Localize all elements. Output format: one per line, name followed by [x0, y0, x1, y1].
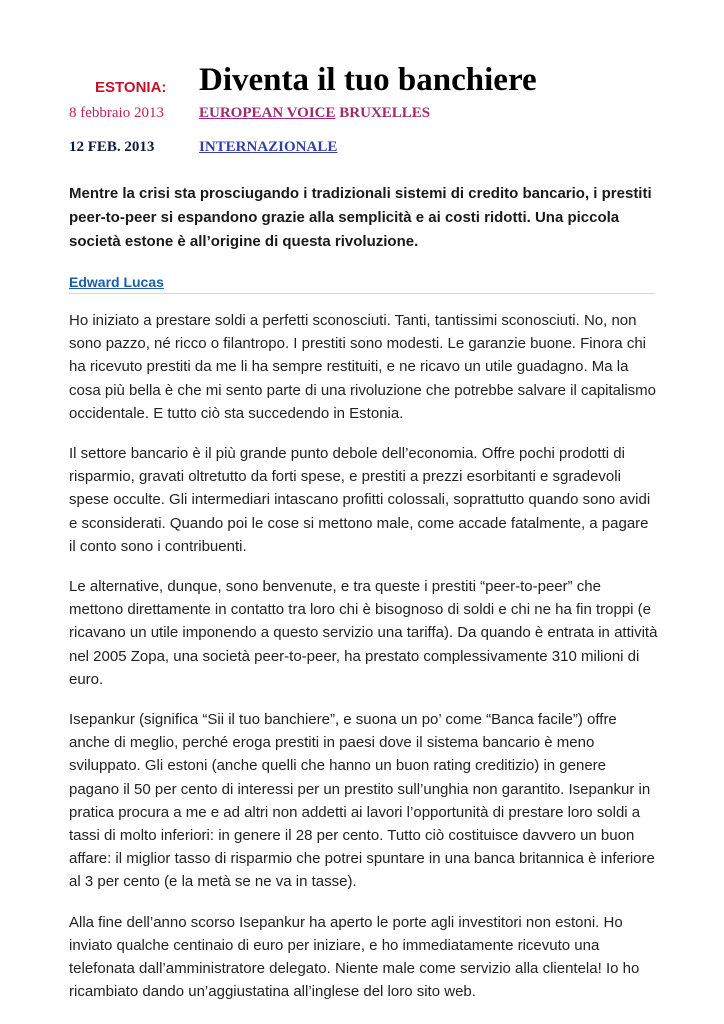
author-link[interactable]: Edward Lucas: [69, 274, 164, 290]
section-link[interactable]: INTERNAZIONALE: [199, 139, 338, 155]
body-paragraph: Ho iniziato a prestare soldi a perfetti sconosciuti. Tanti, tantissimi sconosciuti. No, non sono pazzo, né ricco o filantropo. I prestiti sono modesti. Le garanzie buone. Finora chi ha ricevuto prestiti da me li ha sempre restituiti, e ne ricavo un utile guadagno. Ma la cosa più bella è che mi sento parte di una rivoluzione che potrebbe salvare il capitalismo occidentale. E tutto ciò sta succedendo in Estonia.: [69, 312, 656, 422]
source-city: BRUXELLES: [339, 105, 431, 121]
body-paragraph: Alla fine dell’anno scorso Isepankur ha aperto le porte agli investitori non estoni. Ho inviato qualche centinaio di euro per iniziare, e ho immediatamente ricevuto una telefonata dall’amministratore delegato. Niente male come servizio alla clientela! Io ho ricambiato dando un’aggiustatina all’inglese del loro sito web.: [69, 913, 640, 1001]
article-title: Diventa il tuo banchiere: [199, 62, 537, 98]
publication-link[interactable]: EUROPEAN VOICE: [199, 105, 336, 121]
body-paragraph: Le alternative, dunque, sono benvenute, e tra queste i prestiti “peer-to-peer” che mettono direttamente in contatto tra loro chi è bisognoso di soldi e chi ne ha fin troppi (e ricavano un utile imponendo a questo servizio una tariffa). Da quando è entrata in attività nel 2005 Zopa, una società peer-to-peer, ha prestato complessivamente 310 milioni di euro.: [69, 578, 658, 688]
byline: [69, 274, 655, 294]
issue-date: 12 FEB. 2013: [69, 139, 155, 155]
article-date: 8 febbraio 2013: [69, 105, 164, 121]
article-lead: Mentre la crisi sta prosciugando i tradizionali sistemi di credito bancario, i prestiti peer-to-peer si espandono grazie alla semplicità e ai costi ridotti. Una piccola società estone è all’origine di questa rivoluzione.: [69, 185, 652, 250]
body-paragraph: Il settore bancario è il più grande punto debole dell’economia. Offre pochi prodotti di risparmio, gravati oltretutto da forti spese, e prestiti a prezzi esorbitanti e sgradevoli spese occulte. Gli intermediari intascano profitti colossali, soprattutto quando sono avidi e sconsiderati. Quando poi le cose si mettono male, come accade fatalmente, a pagare il conto sono i contribuenti.: [69, 445, 651, 555]
body-paragraph: Isepankur (significa “Sii il tuo banchiere”, e suona un po’ come “Banca facile”) offre anche di meglio, perché eroga prestiti in paesi dove il sistema bancario è meno sviluppato. Gli estoni (anche quelli che hanno un buon rating creditizio) in genere pagano il 50 per cento di interessi per un prestito sull’unghia non garantito. Isepankur in pratica procura a me e ad altri non addetti ai lavori l’opportunità di prestare loro soldi a tassi di molto inferiori: in genere il 28 per cento. Tutto ciò costituisce davvero un buon affare: il miglior tasso di risparmio che potrei spuntare in una banca britannica è inferiore al 3 per cento (e la metà se ne va in tasse).: [69, 711, 655, 891]
source-line: [199, 105, 430, 122]
article-body: [69, 309, 659, 1020]
country-kicker: ESTONIA:: [95, 79, 167, 96]
